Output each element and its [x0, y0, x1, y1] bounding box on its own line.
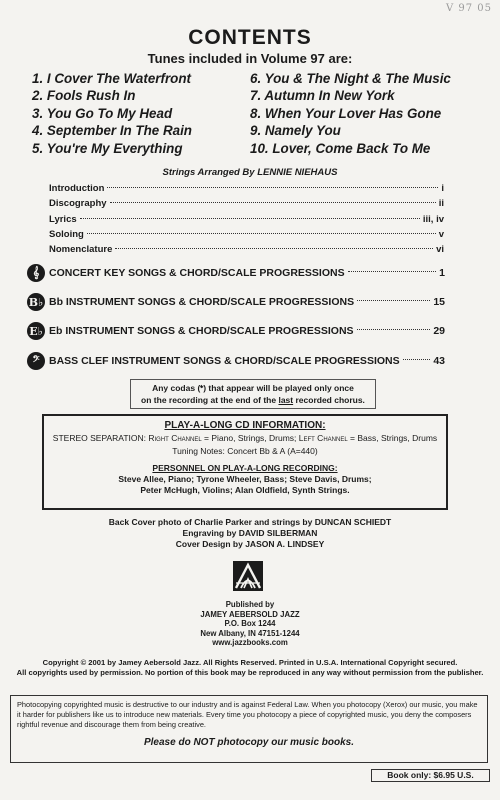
dot-leader: [357, 300, 430, 301]
section-page: 1: [439, 267, 445, 279]
dot-leader: [87, 233, 436, 234]
dot-leader: [115, 248, 433, 249]
publisher-line: JAMEY AEBERSOLD JAZZ: [200, 609, 300, 619]
toc-label: Lyrics: [49, 213, 77, 225]
dot-leader: [403, 359, 431, 360]
personnel-line: Steve Allee, Piano; Tyrone Wheeler, Bass; Steve Davis, Drums;: [118, 474, 372, 484]
tuning-notes: Tuning Notes: Concert Bb & A (A=440): [172, 446, 318, 456]
toc-label: Introduction: [49, 183, 105, 194]
section-bass-clef: [27, 352, 445, 370]
arranged-by: Strings Arranged By LENNIE NIEHAUS: [162, 167, 338, 178]
section-page: 15: [433, 296, 445, 308]
bass-clef-icon: 𝄢: [27, 352, 45, 370]
price-box: Book only: $6.95 U.S.: [371, 769, 490, 782]
toc-label: Discography: [49, 198, 107, 210]
coda-text-underlined: last: [278, 395, 294, 405]
tune-item: 2. Fools Rush In: [32, 88, 136, 104]
toc-page: iii, iv: [422, 213, 444, 225]
dot-leader: [80, 218, 420, 219]
coda-icon: 𝄌: [200, 383, 204, 393]
coda-text: recorded chorus.: [293, 395, 365, 405]
dot-leader: [107, 187, 438, 188]
stereo-label: STEREO SEPARATION:: [52, 433, 146, 443]
toc-label: Nomenclature: [49, 244, 113, 256]
warning-final: Please do NOT photocopy our music books.: [143, 737, 355, 748]
publisher-info: [0, 600, 500, 648]
e-flat-icon: E♭: [27, 322, 45, 340]
credits: [0, 517, 500, 550]
toc-page: ii: [438, 198, 444, 210]
toc-entry: [49, 244, 444, 259]
tune-item: 5. You're My Everything: [32, 140, 183, 156]
tune-item: 4. September In The Rain: [32, 123, 192, 139]
toc-entry: [49, 229, 444, 244]
toc-page: v: [438, 228, 444, 240]
credit-line: Back Cover photo of Charlie Parker and strings by DUNCAN SCHIEDT: [108, 517, 392, 527]
b-flat-icon: B♭: [27, 293, 45, 311]
publisher-line: New Albany, IN 47151-1244: [200, 628, 300, 638]
toc-page: vi: [436, 244, 444, 256]
left-channel-value: = Bass, Strings, Drums: [347, 433, 438, 443]
aebersold-logo-icon: [233, 561, 263, 591]
tune-item: 8. When Your Lover Has Gone: [250, 105, 442, 121]
page-title: CONTENTS: [188, 26, 312, 49]
toc-list: [49, 183, 444, 259]
toc-entry: [49, 198, 444, 213]
coda-text: ) that appear will be played only once: [203, 383, 354, 393]
section-label: CONCERT KEY SONGS & CHORD/SCALE PROGRESSIONS: [49, 267, 345, 279]
tune-item: 6. You & The Night & The Music: [250, 71, 451, 86]
treble-clef-icon: 𝄞: [27, 264, 45, 282]
cd-info-heading: PLAY-A-LONG CD INFORMATION:: [164, 420, 326, 431]
personnel-heading: PERSONNEL ON PLAY-A-LONG RECORDING:: [152, 463, 338, 473]
publisher-line: P.O. Box 1244: [224, 619, 276, 629]
personnel-line: Peter McHugh, Violins; Alan Oldfield, Synth Strings.: [140, 485, 350, 495]
photocopy-warning: [10, 695, 488, 763]
credit-line: Cover Design by JASON A. LINDSEY: [175, 539, 325, 549]
publisher-line: Published by: [225, 600, 275, 609]
section-page: 29: [433, 325, 445, 337]
stereo-separation: [44, 433, 446, 444]
dot-leader: [348, 271, 437, 272]
copyright-notice: [0, 658, 500, 678]
tune-item: 7. Autumn In New York: [250, 88, 395, 104]
handwritten-note: V 97 05: [445, 3, 492, 14]
tune-item: 1. I Cover The Waterfront: [32, 71, 191, 86]
coda-text: Any codas (: [152, 383, 201, 393]
page-subtitle: Tunes included in Volume 97 are:: [147, 51, 353, 66]
section-eb-instrument: [27, 322, 445, 340]
section-page: 43: [433, 355, 445, 367]
tune-item: 10. Lover, Come Back To Me: [250, 140, 431, 156]
cd-info-box: [42, 414, 448, 510]
copyright-line: All copyrights used by permission. No portion of this book may be reproduced in any way without permission from the publisher.: [16, 668, 484, 677]
dot-leader: [110, 202, 436, 203]
section-concert-key: [27, 264, 445, 282]
publisher-website: www.jazzbooks.com: [212, 638, 288, 648]
tune-column-right: [250, 70, 451, 157]
tune-column-left: [32, 70, 250, 157]
tune-item: 9. Namely You: [250, 123, 341, 139]
section-label: BASS CLEF INSTRUMENT SONGS & CHORD/SCALE PROGRESSIONS: [49, 355, 400, 367]
publisher-logo: [233, 561, 263, 591]
warning-text: Photocopying copyrighted music is destructive to our industry and is against Federal Law. When you photocopy (Xerox) our music, you make it harder for publishers like us to introduce new materials. Every time you photocopy a piece of copyrighted music, you deny the composers rightful revenue and discourage them from being creative.: [17, 700, 478, 729]
toc-page: i: [441, 183, 444, 194]
coda-note: [130, 379, 376, 409]
copyright-line: Copyright © 2001 by Jamey Aebersold Jazz. All Rights Reserved. Printed in U.S.A. International Copyright secured.: [42, 658, 458, 667]
right-channel-value: = Piano, Strings, Drums;: [201, 433, 299, 443]
left-channel-label: Left Channel: [298, 433, 348, 443]
section-label: Eb INSTRUMENT SONGS & CHORD/SCALE PROGRESSIONS: [49, 325, 354, 337]
section-bb-instrument: [27, 293, 445, 311]
tune-list: [32, 70, 482, 157]
toc-label: Soloing: [49, 228, 84, 240]
toc-entry: [49, 214, 444, 229]
dot-leader: [357, 329, 431, 330]
toc-entry: [49, 183, 444, 198]
credit-line: Engraving by DAVID SILBERMAN: [182, 528, 318, 538]
coda-text: on the recording at the end of the: [141, 395, 279, 405]
right-channel-label: Right Channel: [148, 433, 202, 443]
tune-item: 3. You Go To My Head: [32, 105, 173, 121]
section-label: Bb INSTRUMENT SONGS & CHORD/SCALE PROGRESSIONS: [49, 296, 355, 308]
